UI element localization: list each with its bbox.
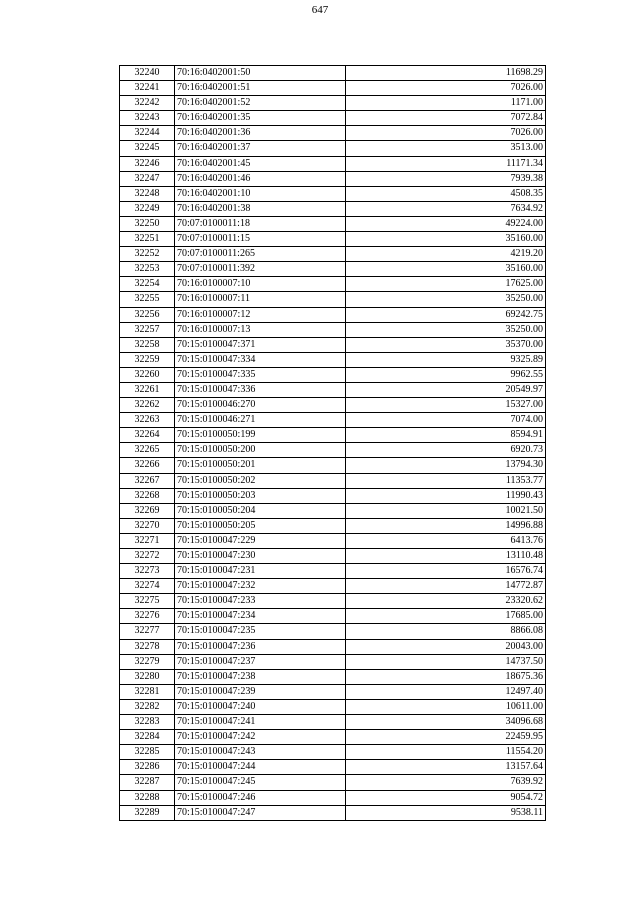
value-cell: 9962.55 <box>346 367 546 382</box>
table-row <box>120 398 546 413</box>
row-number-cell: 32254 <box>120 277 175 292</box>
cadastral-number-cell: 70:15:0100047:232 <box>175 579 346 594</box>
cadastral-number-cell: 70:16:0402001:10 <box>175 186 346 201</box>
table-row <box>120 594 546 609</box>
cadastral-number-cell: 70:15:0100047:335 <box>175 367 346 382</box>
row-number-cell: 32270 <box>120 518 175 533</box>
value-cell: 14996.88 <box>346 518 546 533</box>
row-number-cell: 32258 <box>120 337 175 352</box>
value-cell: 7074.00 <box>346 413 546 428</box>
table-row <box>120 805 546 820</box>
value-cell: 18675.36 <box>346 669 546 684</box>
cadastral-number-cell: 70:16:0402001:36 <box>175 126 346 141</box>
table-row <box>120 488 546 503</box>
cadastral-number-cell: 70:16:0100007:10 <box>175 277 346 292</box>
row-number-cell: 32245 <box>120 141 175 156</box>
row-number-cell: 32285 <box>120 745 175 760</box>
value-cell: 22459.95 <box>346 730 546 745</box>
table-row <box>120 473 546 488</box>
cadastral-number-cell: 70:16:0402001:45 <box>175 156 346 171</box>
cadastral-number-cell: 70:16:0402001:35 <box>175 111 346 126</box>
cadastral-number-cell: 70:15:0100047:242 <box>175 730 346 745</box>
value-cell: 17685.00 <box>346 609 546 624</box>
value-cell: 13157.64 <box>346 760 546 775</box>
value-cell: 35160.00 <box>346 262 546 277</box>
table-row <box>120 337 546 352</box>
row-number-cell: 32259 <box>120 352 175 367</box>
row-number-cell: 32273 <box>120 564 175 579</box>
cadastral-number-cell: 70:15:0100047:230 <box>175 549 346 564</box>
table-row <box>120 549 546 564</box>
row-number-cell: 32286 <box>120 760 175 775</box>
row-number-cell: 32246 <box>120 156 175 171</box>
cadastral-number-cell: 70:15:0100050:203 <box>175 488 346 503</box>
table-row <box>120 609 546 624</box>
cadastral-number-cell: 70:16:0402001:50 <box>175 66 346 81</box>
row-number-cell: 32276 <box>120 609 175 624</box>
cadastral-number-cell: 70:15:0100047:336 <box>175 382 346 397</box>
table-row <box>120 458 546 473</box>
table-row <box>120 352 546 367</box>
table-row <box>120 66 546 81</box>
cadastral-number-cell: 70:16:0100007:12 <box>175 307 346 322</box>
table-row <box>120 639 546 654</box>
table-row <box>120 111 546 126</box>
cadastral-number-cell: 70:15:0100047:371 <box>175 337 346 352</box>
cadastral-number-cell: 70:15:0100046:270 <box>175 398 346 413</box>
row-number-cell: 32266 <box>120 458 175 473</box>
value-cell: 7026.00 <box>346 126 546 141</box>
table-row <box>120 624 546 639</box>
value-cell: 34096.68 <box>346 715 546 730</box>
cadastral-number-cell: 70:15:0100047:239 <box>175 684 346 699</box>
value-cell: 14737.50 <box>346 654 546 669</box>
table-row <box>120 186 546 201</box>
cadastral-number-cell: 70:15:0100047:235 <box>175 624 346 639</box>
value-cell: 35160.00 <box>346 232 546 247</box>
table-row <box>120 171 546 186</box>
value-cell: 6413.76 <box>346 533 546 548</box>
table-row <box>120 201 546 216</box>
cadastral-number-cell: 70:15:0100047:245 <box>175 775 346 790</box>
table-row <box>120 654 546 669</box>
page-number: 647 <box>311 4 329 16</box>
table-row <box>120 533 546 548</box>
cadastral-number-cell: 70:15:0100050:202 <box>175 473 346 488</box>
cadastral-number-cell: 70:15:0100047:238 <box>175 669 346 684</box>
value-cell: 69242.75 <box>346 307 546 322</box>
table-row <box>120 503 546 518</box>
row-number-cell: 32269 <box>120 503 175 518</box>
value-cell: 9325.89 <box>346 352 546 367</box>
table-row <box>120 760 546 775</box>
cadastral-number-cell: 70:07:0100011:392 <box>175 262 346 277</box>
row-number-cell: 32252 <box>120 247 175 262</box>
value-cell: 11171.34 <box>346 156 546 171</box>
cadastral-number-cell: 70:15:0100050:199 <box>175 428 346 443</box>
cadastral-number-cell: 70:15:0100050:204 <box>175 503 346 518</box>
row-number-cell: 32267 <box>120 473 175 488</box>
row-number-cell: 32256 <box>120 307 175 322</box>
cadastral-number-cell: 70:15:0100047:243 <box>175 745 346 760</box>
value-cell: 35250.00 <box>346 292 546 307</box>
row-number-cell: 32257 <box>120 322 175 337</box>
value-cell: 17625.00 <box>346 277 546 292</box>
row-number-cell: 32263 <box>120 413 175 428</box>
row-number-cell: 32249 <box>120 201 175 216</box>
table-row <box>120 277 546 292</box>
row-number-cell: 32271 <box>120 533 175 548</box>
row-number-cell: 32253 <box>120 262 175 277</box>
value-cell: 11554.20 <box>346 745 546 760</box>
value-cell: 7634.92 <box>346 201 546 216</box>
cadastral-number-cell: 70:15:0100047:240 <box>175 699 346 714</box>
value-cell: 49224.00 <box>346 216 546 231</box>
table-row <box>120 216 546 231</box>
table-row <box>120 156 546 171</box>
cadastral-number-cell: 70:07:0100011:265 <box>175 247 346 262</box>
value-cell: 20549.97 <box>346 382 546 397</box>
cadastral-number-cell: 70:07:0100011:15 <box>175 232 346 247</box>
row-number-cell: 32261 <box>120 382 175 397</box>
cadastral-number-cell: 70:15:0100050:201 <box>175 458 346 473</box>
value-cell: 12497.40 <box>346 684 546 699</box>
row-number-cell: 32243 <box>120 111 175 126</box>
table-row <box>120 745 546 760</box>
row-number-cell: 32275 <box>120 594 175 609</box>
value-cell: 9538.11 <box>346 805 546 820</box>
cadastral-number-cell: 70:07:0100011:18 <box>175 216 346 231</box>
cadastral-number-cell: 70:16:0402001:46 <box>175 171 346 186</box>
table-row <box>120 307 546 322</box>
row-number-cell: 32280 <box>120 669 175 684</box>
cadastral-number-cell: 70:15:0100047:234 <box>175 609 346 624</box>
table-row <box>120 141 546 156</box>
value-cell: 35370.00 <box>346 337 546 352</box>
cadastral-number-cell: 70:15:0100047:244 <box>175 760 346 775</box>
cadastral-number-cell: 70:16:0402001:37 <box>175 141 346 156</box>
row-number-cell: 32289 <box>120 805 175 820</box>
table-row <box>120 518 546 533</box>
table-row <box>120 81 546 96</box>
table-row <box>120 579 546 594</box>
table-row <box>120 247 546 262</box>
cadastral-number-cell: 70:15:0100047:233 <box>175 594 346 609</box>
value-cell: 7026.00 <box>346 81 546 96</box>
table-row <box>120 790 546 805</box>
row-number-cell: 32264 <box>120 428 175 443</box>
table-row <box>120 669 546 684</box>
row-number-cell: 32278 <box>120 639 175 654</box>
row-number-cell: 32250 <box>120 216 175 231</box>
cadastral-number-cell: 70:16:0100007:11 <box>175 292 346 307</box>
value-cell: 35250.00 <box>346 322 546 337</box>
value-cell: 23320.62 <box>346 594 546 609</box>
cadastral-number-cell: 70:15:0100047:241 <box>175 715 346 730</box>
table-row <box>120 126 546 141</box>
value-cell: 15327.00 <box>346 398 546 413</box>
table-row <box>120 367 546 382</box>
table-row <box>120 699 546 714</box>
row-number-cell: 32282 <box>120 699 175 714</box>
table-row <box>120 443 546 458</box>
value-cell: 7639.92 <box>346 775 546 790</box>
cadastral-number-cell: 70:15:0100047:231 <box>175 564 346 579</box>
value-cell: 6920.73 <box>346 443 546 458</box>
cadastral-number-cell: 70:16:0402001:51 <box>175 81 346 96</box>
value-cell: 7072.84 <box>346 111 546 126</box>
row-number-cell: 32277 <box>120 624 175 639</box>
row-number-cell: 32262 <box>120 398 175 413</box>
value-cell: 9054.72 <box>346 790 546 805</box>
table-row <box>120 232 546 247</box>
value-cell: 7939.38 <box>346 171 546 186</box>
cadastral-number-cell: 70:15:0100047:236 <box>175 639 346 654</box>
value-cell: 10611.00 <box>346 699 546 714</box>
row-number-cell: 32251 <box>120 232 175 247</box>
row-number-cell: 32255 <box>120 292 175 307</box>
row-number-cell: 32272 <box>120 549 175 564</box>
row-number-cell: 32240 <box>120 66 175 81</box>
table-row <box>120 428 546 443</box>
row-number-cell: 32281 <box>120 684 175 699</box>
row-number-cell: 32268 <box>120 488 175 503</box>
cadastral-number-cell: 70:15:0100050:205 <box>175 518 346 533</box>
value-cell: 20043.00 <box>346 639 546 654</box>
table-row <box>120 715 546 730</box>
value-cell: 8594.91 <box>346 428 546 443</box>
value-cell: 11353.77 <box>346 473 546 488</box>
cadastral-number-cell: 70:15:0100047:246 <box>175 790 346 805</box>
cadastral-number-cell: 70:15:0100047:247 <box>175 805 346 820</box>
row-number-cell: 32274 <box>120 579 175 594</box>
row-number-cell: 32288 <box>120 790 175 805</box>
table-row <box>120 564 546 579</box>
row-number-cell: 32260 <box>120 367 175 382</box>
table-row <box>120 322 546 337</box>
table-row <box>120 684 546 699</box>
cadastral-table <box>119 65 546 821</box>
table-row <box>120 775 546 790</box>
cadastral-number-cell: 70:15:0100047:334 <box>175 352 346 367</box>
row-number-cell: 32244 <box>120 126 175 141</box>
cadastral-number-cell: 70:15:0100047:229 <box>175 533 346 548</box>
table-row <box>120 730 546 745</box>
value-cell: 13110.48 <box>346 549 546 564</box>
cadastral-number-cell: 70:15:0100046:271 <box>175 413 346 428</box>
row-number-cell: 32242 <box>120 96 175 111</box>
table-row <box>120 413 546 428</box>
value-cell: 11990.43 <box>346 488 546 503</box>
value-cell: 10021.50 <box>346 503 546 518</box>
row-number-cell: 32284 <box>120 730 175 745</box>
value-cell: 4219.20 <box>346 247 546 262</box>
row-number-cell: 32279 <box>120 654 175 669</box>
value-cell: 3513.00 <box>346 141 546 156</box>
table-row <box>120 382 546 397</box>
cadastral-number-cell: 70:15:0100050:200 <box>175 443 346 458</box>
value-cell: 1171.00 <box>346 96 546 111</box>
cadastral-number-cell: 70:16:0402001:52 <box>175 96 346 111</box>
cadastral-number-cell: 70:15:0100047:237 <box>175 654 346 669</box>
table-row <box>120 292 546 307</box>
row-number-cell: 32283 <box>120 715 175 730</box>
table-row <box>120 262 546 277</box>
row-number-cell: 32248 <box>120 186 175 201</box>
value-cell: 4508.35 <box>346 186 546 201</box>
value-cell: 16576.74 <box>346 564 546 579</box>
row-number-cell: 32247 <box>120 171 175 186</box>
value-cell: 14772.87 <box>346 579 546 594</box>
cadastral-number-cell: 70:16:0100007:13 <box>175 322 346 337</box>
value-cell: 11698.29 <box>346 66 546 81</box>
cadastral-number-cell: 70:16:0402001:38 <box>175 201 346 216</box>
row-number-cell: 32265 <box>120 443 175 458</box>
table-row <box>120 96 546 111</box>
row-number-cell: 32287 <box>120 775 175 790</box>
table-body <box>120 66 546 821</box>
value-cell: 8866.08 <box>346 624 546 639</box>
value-cell: 13794.30 <box>346 458 546 473</box>
row-number-cell: 32241 <box>120 81 175 96</box>
